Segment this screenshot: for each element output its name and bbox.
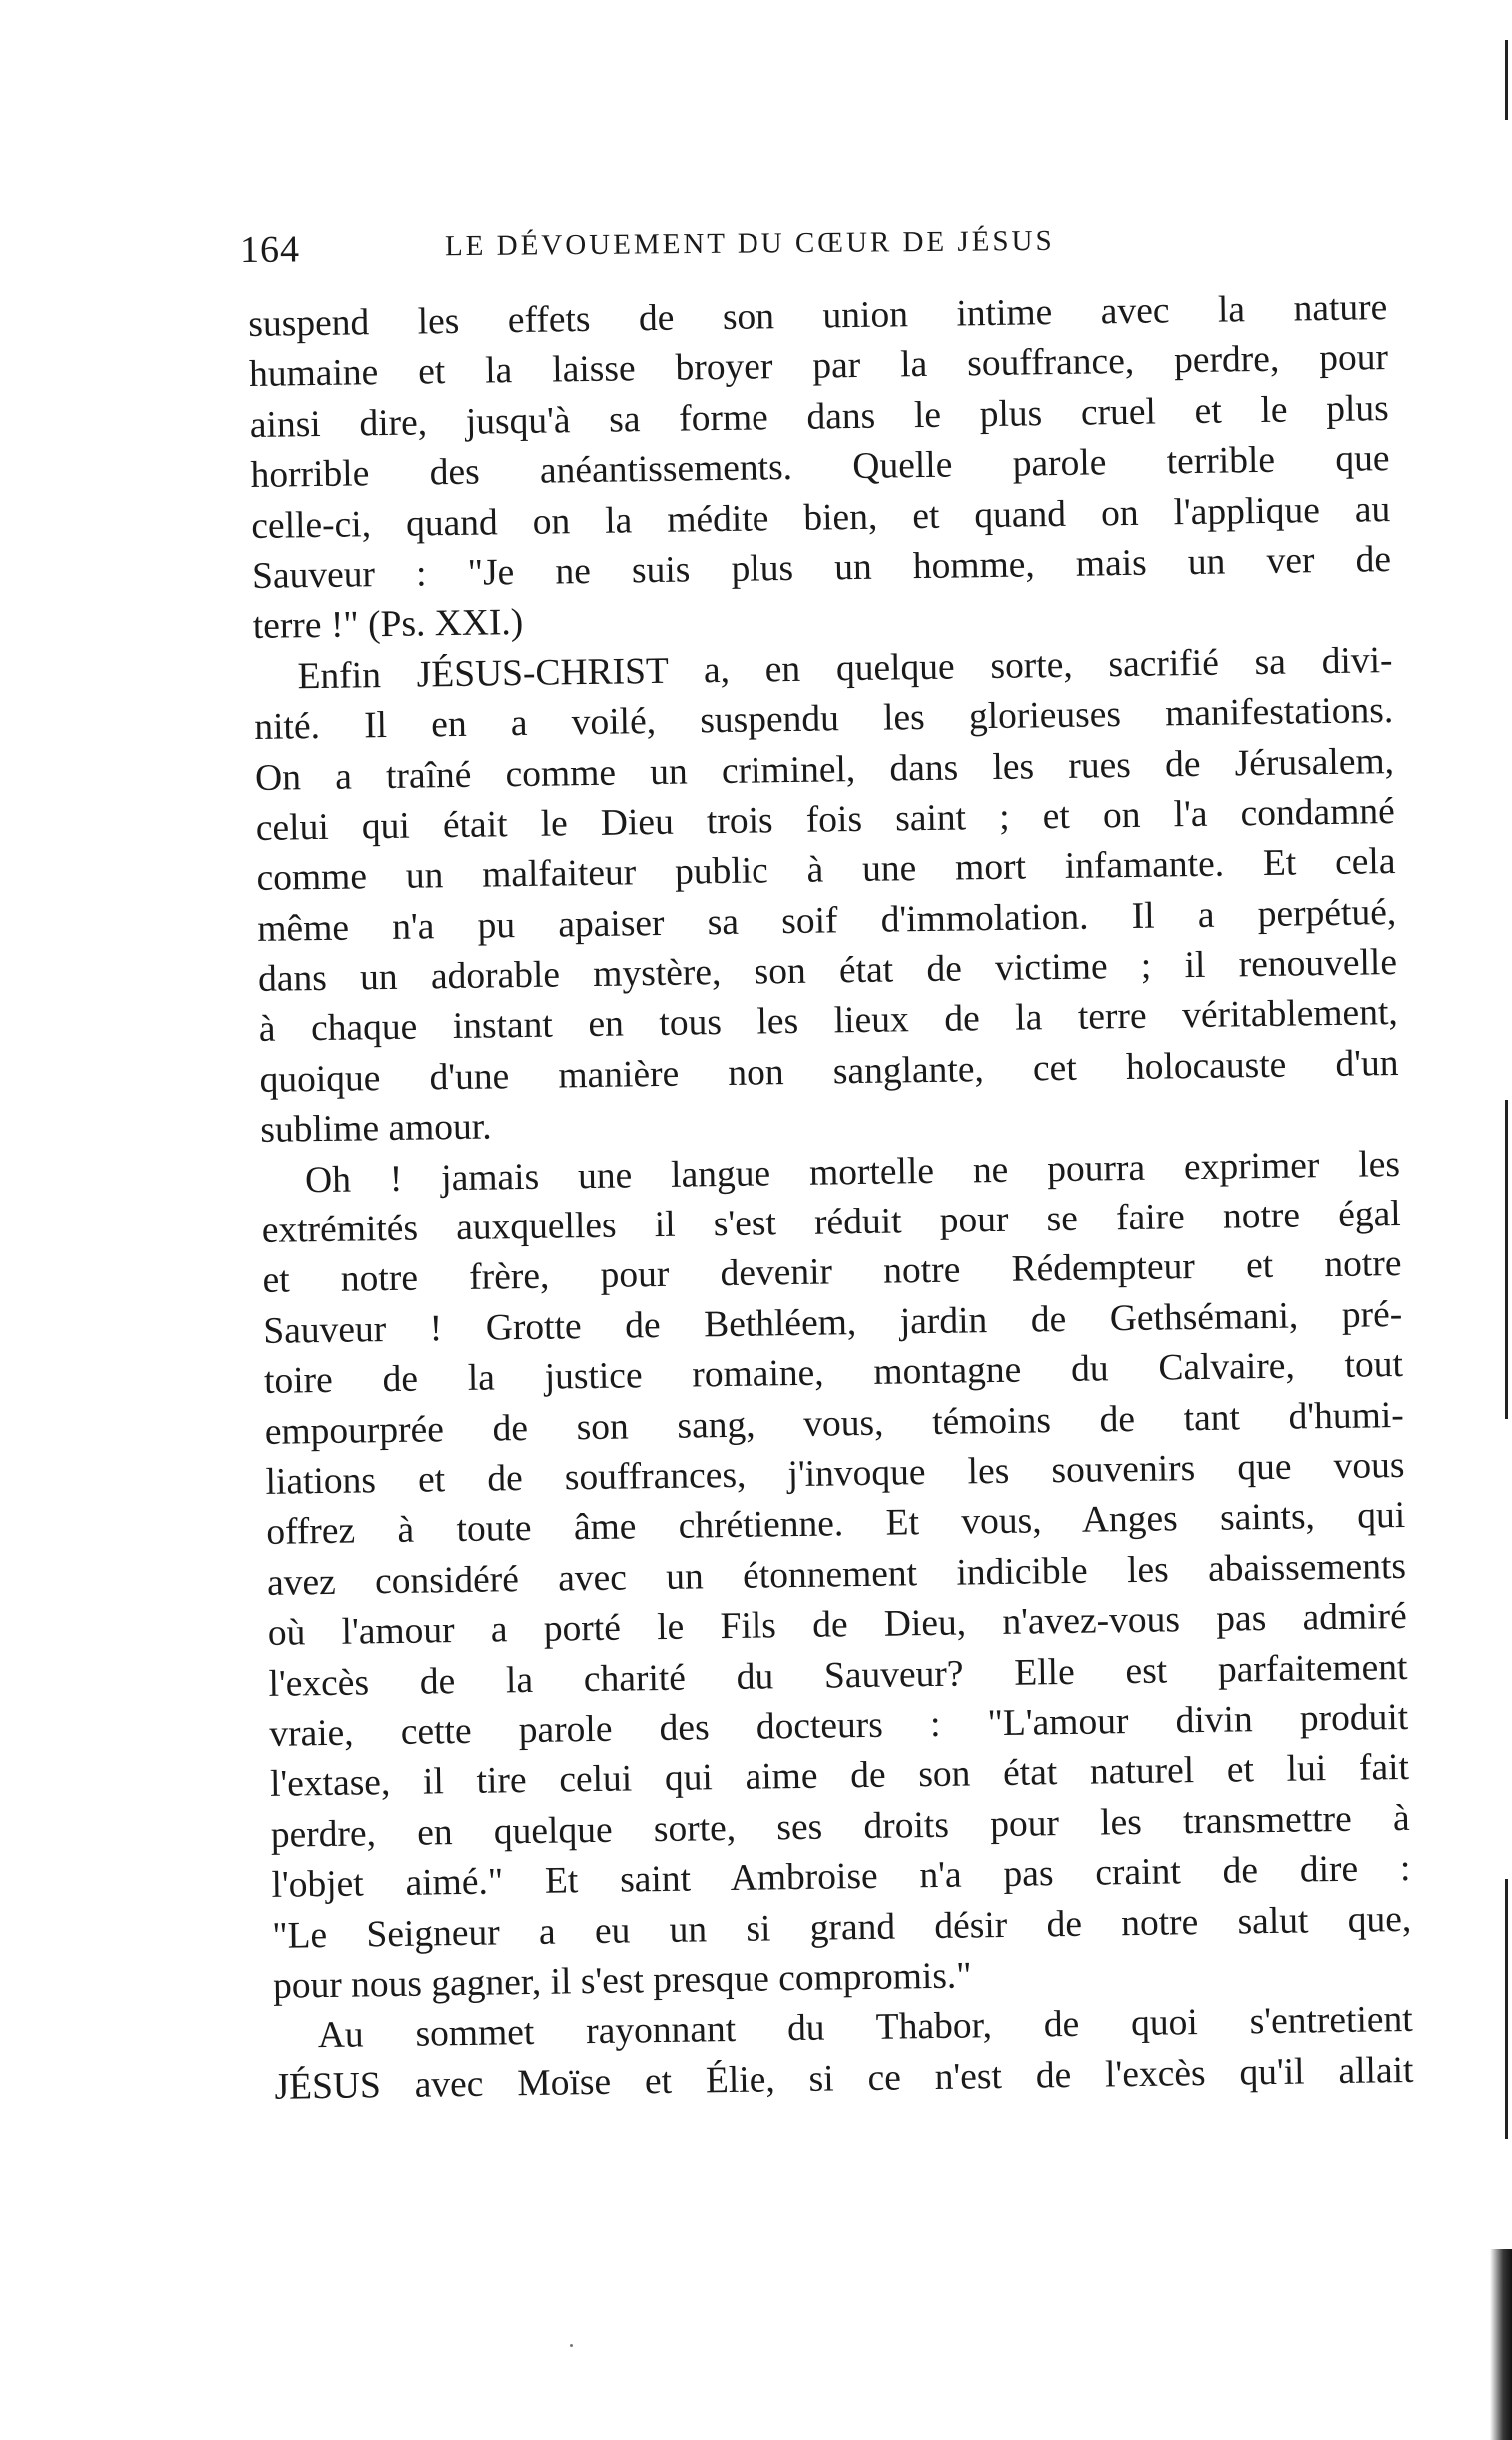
text-line: celui qui était le Dieu trois fois saint ; et on l'a condamné [255, 790, 1396, 849]
scan-speck [570, 2344, 573, 2347]
text-line: ainsi dire, jusqu'à sa forme dans le plus cruel et le plus [249, 387, 1390, 446]
text-line: l'excès de la charité du Sauveur? Elle est parfaitement [268, 1646, 1408, 1705]
text-line: suspend les effets de son union intime avec la nature [248, 287, 1388, 345]
text-line: horrible des anéantissements. Quelle parole terrible que [250, 438, 1390, 497]
text-line: Au sommet rayonnant du Thabor, de quoi s'entretient [317, 1999, 1413, 2057]
text-line: et notre frère, pour devenir notre Rédempteur et notre [262, 1243, 1402, 1302]
running-title: LE DÉVOUEMENT DU CŒUR DE JÉSUS [444, 224, 1055, 263]
text-line: nité. Il en a voilé, suspendu les glorieuses manifestations. [254, 690, 1394, 749]
text-line: empourprée de son sang, vous, témoins de tant d'humi- [264, 1394, 1404, 1453]
text-line: pour nous gagner, il s'est presque compromis." [272, 1955, 972, 2007]
text-line: terre !" (Ps. XXI.) [252, 602, 524, 648]
text-line: Oh ! jamais une langue mortelle ne pourra exprimer les [304, 1143, 1401, 1201]
text-line: comme un malfaiteur public à une mort infamante. Et cela [256, 841, 1396, 900]
text-line: offrez à toute âme chrétienne. Et vous, Anges saints, qui [266, 1495, 1406, 1554]
text-line: Sauveur : "Je ne suis plus un homme, mais un ver de [251, 539, 1392, 597]
text-line: Enfin JÉSUS-CHRIST a, en quelque sorte, sacrifié sa divi- [297, 639, 1393, 698]
scan-corner-shadow [1490, 2249, 1512, 2440]
scan-edge-shadow [1505, 40, 1508, 120]
text-line: même n'a pu apaiser sa soif d'immolation. Il a perpétué, [257, 891, 1397, 950]
text-line: où l'amour a porté le Fils de Dieu, n'avez-vous pas admiré [267, 1596, 1407, 1655]
text-line: quoique d'une manière non sanglante, cet holocauste d'un [259, 1042, 1399, 1101]
page-number: 164 [239, 228, 301, 271]
scan-edge-shadow [1505, 1100, 1508, 1419]
text-line: On a traîné comme un criminel, dans les rues de Jérusalem, [254, 740, 1395, 799]
text-line: vraie, cette parole des docteurs : "L'amour divin produit [268, 1696, 1409, 1755]
text-line: dans un adorable mystère, son état de victime ; il renouvelle [257, 942, 1398, 1001]
text-line: perdre, en quelque sorte, ses droits pour les transmettre à [270, 1797, 1410, 1856]
text-line: JÉSUS avec Moïse et Élie, si ce n'est de l'excès qu'il allait [274, 2049, 1414, 2108]
text-line: Sauveur ! Grotte de Bethléem, jardin de Gethsémani, pré- [263, 1293, 1403, 1352]
text-line: à chaque instant en tous les lieux de la terre véritablement, [258, 992, 1399, 1051]
text-line: toire de la justice romaine, montagne du Calvaire, tout [263, 1344, 1404, 1403]
running-head [240, 208, 1389, 278]
text-line: avez considéré avec un étonnement indicible les abaissements [266, 1545, 1407, 1604]
text-line: "Le Seigneur a eu un si grand désir de notre salut que, [271, 1898, 1412, 1957]
text-line: l'objet aimé." Et saint Ambroise n'a pas craint de dire : [271, 1848, 1411, 1906]
text-line: liations et de souffrances, j'invoque les souvenirs que vous [265, 1444, 1405, 1503]
text-line: celle-ci, quand on la médite bien, et quand on l'applique au [251, 488, 1391, 547]
text-line: l'extase, il tire celui qui aime de son état naturel et lui fait [269, 1747, 1410, 1806]
body-text [248, 283, 1414, 2113]
text-line: sublime amour. [260, 1106, 492, 1152]
text-line: humaine et la laisse broyer par la souffrance, perdre, pour [248, 337, 1389, 396]
scan-edge-shadow [1505, 1879, 1508, 2139]
text-line: extrémités auxquelles il s'est réduit pour se faire notre égal [261, 1194, 1401, 1251]
